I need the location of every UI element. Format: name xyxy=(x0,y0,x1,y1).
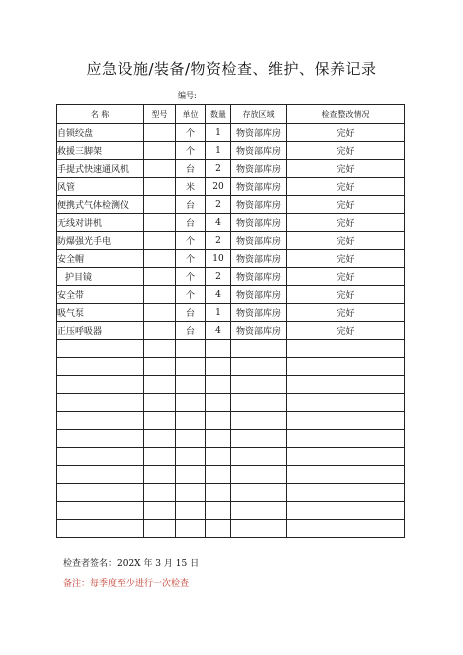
table-row xyxy=(57,268,405,286)
cell-name: 手提式快速通风机 xyxy=(57,160,144,178)
empty-cell xyxy=(231,484,287,502)
empty-row xyxy=(57,340,405,358)
cell-area: 物资部库房 xyxy=(231,250,287,268)
empty-cell xyxy=(57,466,144,484)
cell-status: 完好 xyxy=(287,250,405,268)
cell-status: 完好 xyxy=(287,304,405,322)
empty-row xyxy=(57,376,405,394)
cell-status: 完好 xyxy=(287,286,405,304)
empty-cell xyxy=(144,520,176,538)
empty-cell xyxy=(144,394,176,412)
empty-cell xyxy=(206,502,231,520)
cell-area: 物资部库房 xyxy=(231,232,287,250)
cell-area: 物资部库房 xyxy=(231,196,287,214)
cell-model xyxy=(144,214,176,232)
cell-unit: 个 xyxy=(176,286,206,304)
empty-cell xyxy=(287,466,405,484)
empty-cell xyxy=(287,412,405,430)
empty-row xyxy=(57,412,405,430)
cell-unit: 台 xyxy=(176,304,206,322)
cell-area: 物资部库房 xyxy=(231,268,287,286)
empty-row xyxy=(57,394,405,412)
empty-cell xyxy=(144,448,176,466)
table-row xyxy=(57,124,405,142)
empty-row xyxy=(57,448,405,466)
cell-area: 物资部库房 xyxy=(231,124,287,142)
cell-name: 正压呼吸器 xyxy=(57,322,144,340)
empty-cell xyxy=(176,376,206,394)
cell-area: 物资部库房 xyxy=(231,214,287,232)
cell-area: 物资部库房 xyxy=(231,142,287,160)
cell-unit: 个 xyxy=(176,142,206,160)
empty-cell xyxy=(57,484,144,502)
table-row xyxy=(57,142,405,160)
empty-cell xyxy=(231,358,287,376)
serial-number-label: 编号: xyxy=(178,91,197,100)
record-table xyxy=(56,104,405,538)
table-row xyxy=(57,196,405,214)
empty-cell xyxy=(176,430,206,448)
cell-name: 救援三脚架 xyxy=(57,142,144,160)
cell-unit: 个 xyxy=(176,268,206,286)
cell-name: 安全带 xyxy=(57,286,144,304)
empty-cell xyxy=(206,394,231,412)
cell-model xyxy=(144,250,176,268)
header-unit: 单位 xyxy=(176,105,206,124)
empty-cell xyxy=(144,376,176,394)
cell-unit: 个 xyxy=(176,124,206,142)
empty-cell xyxy=(176,520,206,538)
cell-area: 物资部库房 xyxy=(231,322,287,340)
empty-cell xyxy=(57,376,144,394)
cell-name: 无线对讲机 xyxy=(57,214,144,232)
cell-status: 完好 xyxy=(287,142,405,160)
empty-cell xyxy=(231,340,287,358)
cell-status: 完好 xyxy=(287,124,405,142)
cell-unit: 台 xyxy=(176,214,206,232)
empty-cell xyxy=(287,358,405,376)
cell-unit: 台 xyxy=(176,196,206,214)
cell-qty: 2 xyxy=(206,268,231,286)
empty-cell xyxy=(176,358,206,376)
empty-cell xyxy=(231,502,287,520)
cell-qty: 4 xyxy=(206,214,231,232)
empty-cell xyxy=(57,412,144,430)
cell-name: 吸气泵 xyxy=(57,304,144,322)
header-status: 检查整改情况 xyxy=(287,105,405,124)
cell-status: 完好 xyxy=(287,322,405,340)
empty-cell xyxy=(176,448,206,466)
header-name: 名 称 xyxy=(57,105,144,124)
cell-area: 物资部库房 xyxy=(231,286,287,304)
empty-cell xyxy=(144,502,176,520)
empty-cell xyxy=(57,448,144,466)
cell-status: 完好 xyxy=(287,268,405,286)
table-row xyxy=(57,232,405,250)
inspector-signature: 检查者签名：202X 年 3 月 15 日 xyxy=(63,559,200,569)
cell-model xyxy=(144,196,176,214)
empty-row xyxy=(57,484,405,502)
cell-qty: 1 xyxy=(206,124,231,142)
empty-cell xyxy=(231,520,287,538)
cell-qty: 1 xyxy=(206,304,231,322)
empty-row xyxy=(57,502,405,520)
cell-model xyxy=(144,142,176,160)
table-row xyxy=(57,214,405,232)
cell-qty: 10 xyxy=(206,250,231,268)
cell-qty: 4 xyxy=(206,286,231,304)
empty-cell xyxy=(206,520,231,538)
empty-cell xyxy=(144,412,176,430)
cell-unit: 个 xyxy=(176,232,206,250)
empty-row xyxy=(57,520,405,538)
cell-qty: 1 xyxy=(206,142,231,160)
empty-cell xyxy=(176,466,206,484)
empty-cell xyxy=(144,430,176,448)
empty-row xyxy=(57,466,405,484)
empty-cell xyxy=(287,340,405,358)
empty-cell xyxy=(231,412,287,430)
empty-cell xyxy=(206,340,231,358)
empty-cell xyxy=(287,430,405,448)
empty-cell xyxy=(287,448,405,466)
empty-cell xyxy=(287,520,405,538)
cell-model xyxy=(144,286,176,304)
empty-cell xyxy=(231,466,287,484)
cell-area: 物资部库房 xyxy=(231,304,287,322)
empty-cell xyxy=(231,394,287,412)
empty-cell xyxy=(57,340,144,358)
empty-cell xyxy=(287,394,405,412)
empty-cell xyxy=(176,340,206,358)
empty-cell xyxy=(287,376,405,394)
empty-cell xyxy=(144,466,176,484)
empty-cell xyxy=(206,430,231,448)
empty-cell xyxy=(287,502,405,520)
header-model: 型号 xyxy=(144,105,176,124)
page-title: 应急设施/装备/物资检查、维护、保养记录 xyxy=(86,60,377,78)
table-body xyxy=(57,124,405,538)
empty-cell xyxy=(206,466,231,484)
empty-row xyxy=(57,430,405,448)
cell-name: 护目镜 xyxy=(57,268,144,286)
table-row xyxy=(57,160,405,178)
cell-area: 物资部库房 xyxy=(231,178,287,196)
empty-cell xyxy=(206,376,231,394)
cell-name: 便携式气体检测仪 xyxy=(57,196,144,214)
cell-qty: 20 xyxy=(206,178,231,196)
empty-cell xyxy=(206,412,231,430)
cell-qty: 2 xyxy=(206,196,231,214)
empty-cell xyxy=(206,484,231,502)
empty-cell xyxy=(176,502,206,520)
cell-status: 完好 xyxy=(287,178,405,196)
empty-cell xyxy=(176,394,206,412)
cell-qty: 4 xyxy=(206,322,231,340)
empty-cell xyxy=(206,358,231,376)
cell-model xyxy=(144,268,176,286)
table-row xyxy=(57,250,405,268)
empty-cell xyxy=(176,484,206,502)
empty-cell xyxy=(206,448,231,466)
cell-model xyxy=(144,124,176,142)
empty-cell xyxy=(57,358,144,376)
cell-name: 自锁绞盘 xyxy=(57,124,144,142)
empty-row xyxy=(57,358,405,376)
empty-cell xyxy=(144,484,176,502)
cell-qty: 2 xyxy=(206,232,231,250)
empty-cell xyxy=(57,430,144,448)
empty-cell xyxy=(57,394,144,412)
cell-qty: 2 xyxy=(206,160,231,178)
cell-model xyxy=(144,232,176,250)
cell-unit: 米 xyxy=(176,178,206,196)
header-qty: 数量 xyxy=(206,105,231,124)
empty-cell xyxy=(231,376,287,394)
cell-status: 完好 xyxy=(287,196,405,214)
cell-name: 风管 xyxy=(57,178,144,196)
table-row xyxy=(57,322,405,340)
empty-cell xyxy=(144,340,176,358)
cell-status: 完好 xyxy=(287,232,405,250)
cell-status: 完好 xyxy=(287,214,405,232)
cell-status: 完好 xyxy=(287,160,405,178)
header-area: 存放区域 xyxy=(231,105,287,124)
cell-unit: 个 xyxy=(176,250,206,268)
cell-name: 安全帽 xyxy=(57,250,144,268)
cell-model xyxy=(144,304,176,322)
cell-model xyxy=(144,322,176,340)
remark-note: 备注：每季度至少进行一次检查 xyxy=(63,579,190,589)
cell-model xyxy=(144,160,176,178)
empty-cell xyxy=(287,484,405,502)
table-row xyxy=(57,178,405,196)
empty-cell xyxy=(144,358,176,376)
cell-model xyxy=(144,178,176,196)
table-row xyxy=(57,286,405,304)
cell-area: 物资部库房 xyxy=(231,160,287,178)
empty-cell xyxy=(231,430,287,448)
empty-cell xyxy=(176,412,206,430)
empty-cell xyxy=(57,520,144,538)
empty-cell xyxy=(57,502,144,520)
table-row xyxy=(57,304,405,322)
cell-name: 防爆强光手电 xyxy=(57,232,144,250)
empty-cell xyxy=(231,448,287,466)
table-header-row xyxy=(57,105,405,124)
cell-unit: 台 xyxy=(176,322,206,340)
cell-unit: 台 xyxy=(176,160,206,178)
